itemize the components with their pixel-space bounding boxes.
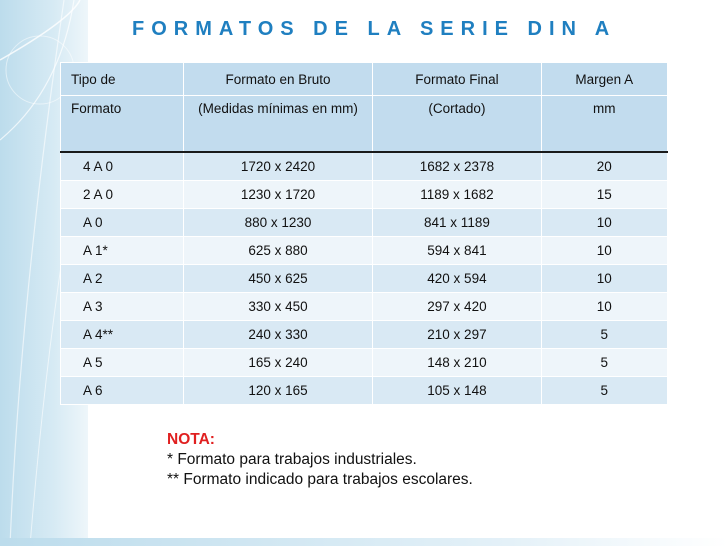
table-cell: 5 bbox=[541, 349, 667, 377]
table-cell: A 5 bbox=[61, 349, 184, 377]
table-cell: 594 x 841 bbox=[373, 237, 541, 265]
decorative-bottom-band bbox=[0, 538, 728, 546]
table-cell: 1682 x 2378 bbox=[373, 152, 541, 181]
table-cell: 20 bbox=[541, 152, 667, 181]
table-cell: 880 x 1230 bbox=[183, 209, 373, 237]
table-cell: 330 x 450 bbox=[183, 293, 373, 321]
table-cell: 10 bbox=[541, 209, 667, 237]
table-cell: 5 bbox=[541, 377, 667, 405]
table-cell: 4 A 0 bbox=[61, 152, 184, 181]
table-cell: A 2 bbox=[61, 265, 184, 293]
header-cell: Formato en Bruto bbox=[183, 63, 373, 96]
note-line: ** Formato indicado para trabajos escolares. bbox=[167, 471, 473, 488]
table-cell: A 0 bbox=[61, 209, 184, 237]
table-row bbox=[61, 377, 668, 405]
header-cell: Tipo de bbox=[61, 63, 184, 96]
table-cell: 120 x 165 bbox=[183, 377, 373, 405]
table-row bbox=[61, 181, 668, 209]
table-row bbox=[61, 265, 668, 293]
table-cell: 1720 x 2420 bbox=[183, 152, 373, 181]
table-row bbox=[61, 237, 668, 265]
table-row bbox=[61, 321, 668, 349]
table-cell: 420 x 594 bbox=[373, 265, 541, 293]
table-row bbox=[61, 152, 668, 181]
table-row bbox=[61, 349, 668, 377]
table-cell: 1230 x 1720 bbox=[183, 181, 373, 209]
table-cell: 297 x 420 bbox=[373, 293, 541, 321]
table-cell: 10 bbox=[541, 265, 667, 293]
table-header-row bbox=[61, 96, 668, 153]
note-heading: NOTA: bbox=[167, 431, 215, 448]
note-line: * Formato para trabajos industriales. bbox=[167, 451, 417, 468]
header-cell: Formato bbox=[61, 96, 184, 153]
table-header-row bbox=[61, 63, 668, 96]
table-cell: A 3 bbox=[61, 293, 184, 321]
table-cell: 10 bbox=[541, 237, 667, 265]
table-row bbox=[61, 209, 668, 237]
footnote-block bbox=[167, 430, 473, 490]
table-cell: 165 x 240 bbox=[183, 349, 373, 377]
table-cell: A 1* bbox=[61, 237, 184, 265]
table-row bbox=[61, 293, 668, 321]
table-cell: 5 bbox=[541, 321, 667, 349]
header-cell: Margen A bbox=[541, 63, 667, 96]
table-cell: 240 x 330 bbox=[183, 321, 373, 349]
header-cell: Formato Final bbox=[373, 63, 541, 96]
table-cell: 210 x 297 bbox=[373, 321, 541, 349]
table-cell: 15 bbox=[541, 181, 667, 209]
table-cell: 2 A 0 bbox=[61, 181, 184, 209]
table-cell: 450 x 625 bbox=[183, 265, 373, 293]
din-format-table bbox=[60, 62, 668, 405]
table-cell: 625 x 880 bbox=[183, 237, 373, 265]
header-cell: (Medidas mínimas en mm) bbox=[183, 96, 373, 153]
table-cell: 1189 x 1682 bbox=[373, 181, 541, 209]
table-cell: A 4** bbox=[61, 321, 184, 349]
table-cell: 105 x 148 bbox=[373, 377, 541, 405]
header-cell: (Cortado) bbox=[373, 96, 541, 153]
table-cell: 10 bbox=[541, 293, 667, 321]
table-cell: A 6 bbox=[61, 377, 184, 405]
header-cell: mm bbox=[541, 96, 667, 153]
table-cell: 148 x 210 bbox=[373, 349, 541, 377]
page-title: FORMATOS DE LA SERIE DIN A bbox=[132, 18, 617, 40]
table-cell: 841 x 1189 bbox=[373, 209, 541, 237]
